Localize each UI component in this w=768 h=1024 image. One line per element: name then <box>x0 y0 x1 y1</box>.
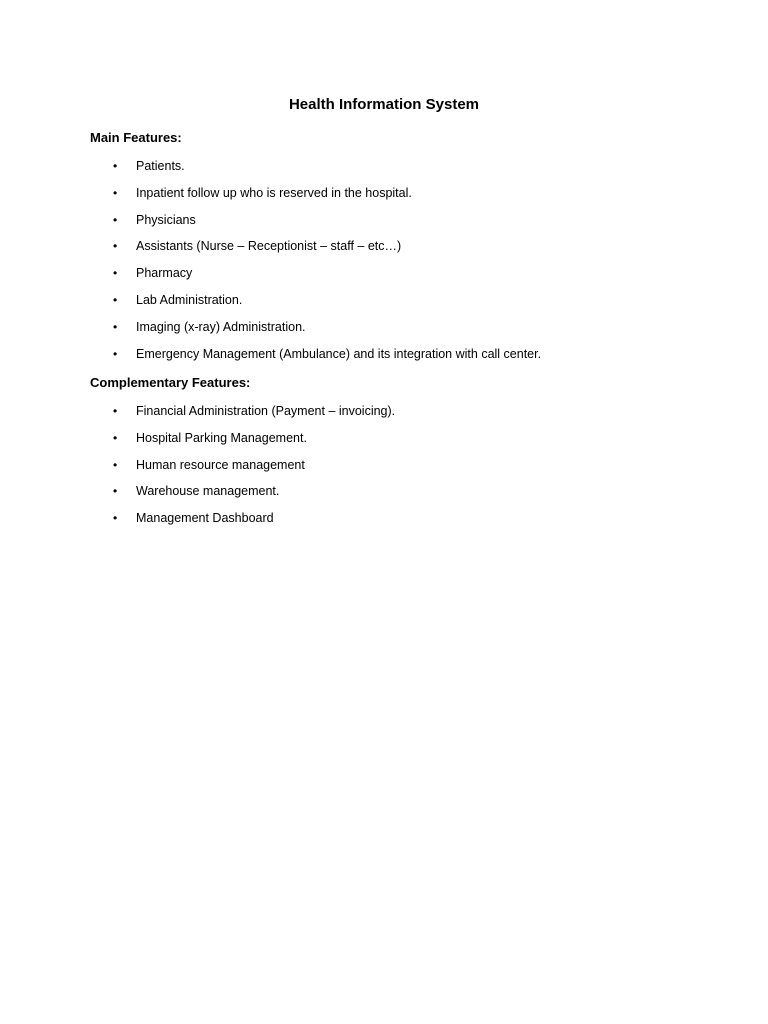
bullet-icon: • <box>113 484 118 499</box>
bullet-icon: • <box>113 511 118 526</box>
bullet-icon: • <box>113 185 118 200</box>
main-features-list <box>0 157 768 371</box>
list-item-text: Patients. <box>136 159 185 173</box>
list-item-text: Imaging (x-ray) Administration. <box>136 319 306 334</box>
bullet-icon: • <box>113 266 118 281</box>
bullet-icon: • <box>113 239 118 254</box>
list-item <box>0 402 768 429</box>
list-item <box>0 291 768 318</box>
list-item <box>0 237 768 264</box>
list-item <box>0 318 768 345</box>
bullet-icon: • <box>113 212 118 227</box>
list-item-text: Pharmacy <box>136 266 193 281</box>
list-item-text: Inpatient follow up who is reserved in the hospital. <box>136 185 412 200</box>
bullet-icon: • <box>113 404 118 418</box>
document-title: Health Information System <box>288 96 480 113</box>
complementary-features-list <box>0 402 768 536</box>
list-item-text: Emergency Management (Ambulance) and its integration with call center. <box>136 346 542 361</box>
bullet-icon: • <box>113 346 118 361</box>
list-item <box>0 429 768 456</box>
list-item <box>0 456 768 483</box>
bullet-icon: • <box>113 430 118 445</box>
bullet-icon: • <box>113 319 118 334</box>
bullet-icon: • <box>113 292 118 307</box>
list-item-text: Warehouse management. <box>136 484 280 499</box>
list-item-text: Human resource management <box>136 457 305 472</box>
main-features-heading: Main Features: <box>90 130 182 145</box>
list-item-text: Physicians <box>136 212 196 227</box>
list-item-text: Hospital Parking Management. <box>136 430 307 445</box>
bullet-icon: • <box>113 457 118 472</box>
bullet-icon: • <box>113 159 118 173</box>
list-item <box>0 211 768 238</box>
list-item-text: Assistants (Nurse – Receptionist – staff – etc…) <box>136 239 402 254</box>
list-item-text: Management Dashboard <box>136 511 274 526</box>
list-item <box>0 157 768 184</box>
list-item <box>0 509 768 536</box>
list-item-text: Lab Administration. <box>136 292 243 307</box>
list-item <box>0 184 768 211</box>
complementary-features-heading: Complementary Features: <box>90 375 251 390</box>
list-item <box>0 345 768 372</box>
list-item <box>0 264 768 291</box>
list-item-text: Financial Administration (Payment – invoicing). <box>136 404 396 418</box>
list-item <box>0 482 768 509</box>
